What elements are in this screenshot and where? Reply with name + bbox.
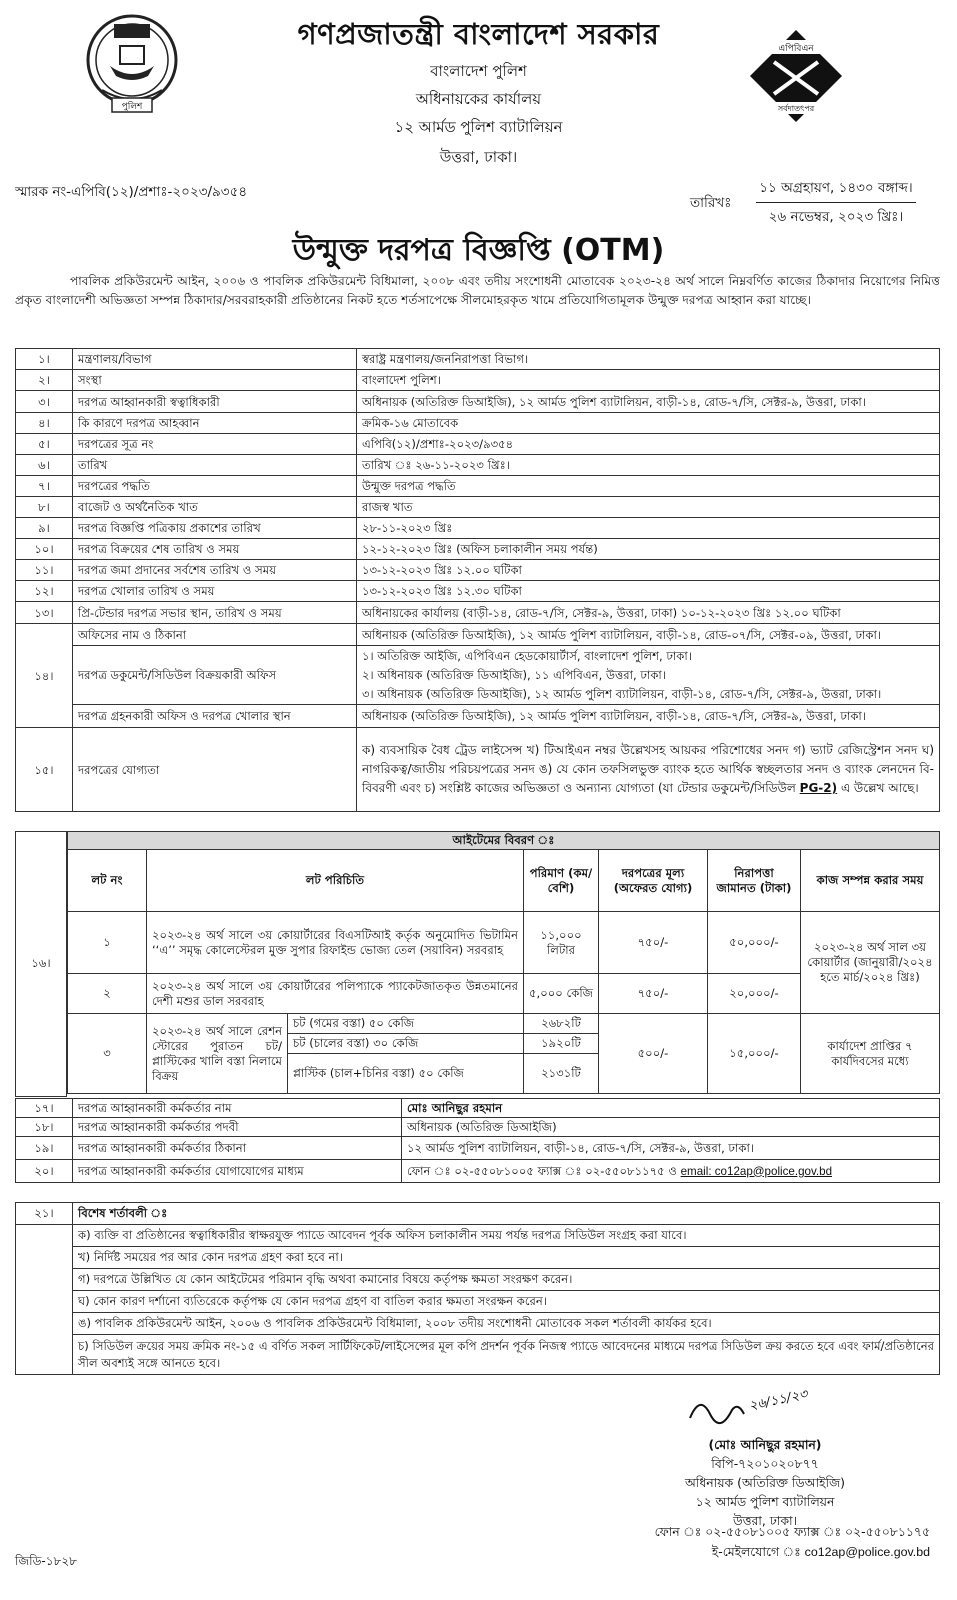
row-value: ১৩-১২-২০২৩ খ্রিঃ ১২.০০ ঘটিকা [357, 560, 940, 581]
col-lot-no: লট নং [68, 850, 147, 912]
table-row [16, 539, 940, 560]
row-number: ৪। [16, 413, 73, 434]
lot-price: ৭৫০/- [599, 974, 708, 1014]
row-label: দরপত্র আহ্বানকারী কর্মকর্তার নাম [73, 1099, 402, 1118]
row-label: দরপত্র ডকুমেন্ট/সিডিউল বিক্রয়কারী অফিস [73, 646, 357, 705]
table-row [16, 560, 940, 581]
date-english: ২৬ নভেম্বর, ২০২৩ খ্রিঃ। [768, 209, 904, 225]
row-label: কি কারণে দরপত্র আহব্বান [73, 413, 357, 434]
footer-phone: ফোন ঃ ০২-৫৫০৮১০০৫ ফ্যাক্স ঃ ০২-৫৫০৮১১৭৫ [654, 1524, 930, 1539]
row-value: অধিনায়ক (অতিরিক্ত ডিআইজি), ১২ আর্মড পুলিশ ব্যাটালিয়ন, বাড়ী-১৪, রোড-০৭/সি, সেক্টর-০৯, উত্তরা, ঢাকা। [357, 624, 940, 646]
row-number: ১৫। [16, 728, 73, 812]
col-time: কাজ সম্পন্ন করার সময় [801, 850, 940, 912]
govt-heading: গণপ্রজাতন্ত্রী বাংলাদেশ সরকার [297, 17, 660, 51]
table-row [16, 391, 940, 413]
table-row [16, 455, 940, 476]
col-lot-desc: লট পরিচিতি [147, 850, 524, 912]
row-value: ১৩-১২-২০২৩ খ্রিঃ ১২.৩০ ঘটিকা [357, 581, 940, 602]
lot-security: ৫০,০০০/- [708, 912, 801, 974]
signature-block [600, 1435, 930, 1530]
row-number: ১। [16, 349, 73, 370]
blank-cell [16, 1225, 73, 1375]
logo-bottom-text: সর্বদাতৎপর [777, 104, 815, 113]
row-label: দরপত্রের সূত্র নং [73, 434, 357, 455]
table-row [16, 1269, 940, 1291]
lot-qty: ৫,০০০ কেজি [524, 974, 599, 1014]
lot-security: ২০,০০০/- [708, 974, 801, 1014]
lot-desc: ২০২৩-২৪ অর্থ সালে ৩য় কোয়ার্টারের পলিপ্যাকে প্যাকেটজাতকৃত উন্নতমানের দেশী মশুর ডাল সরবরাহ [147, 974, 524, 1014]
row-value: ১২-১২-২০২৩ খ্রিঃ (অফিস চলাকালীন সময় পর্যন্ত) [357, 539, 940, 560]
table-row [16, 705, 940, 728]
date-label: তারিখঃ [690, 195, 732, 211]
col-qty: পরিমাণ (কম/ বেশি) [524, 850, 599, 912]
contact-phone: ফোন ঃ ০২-৫৫০৮১০০৫ ফ্যাক্স ঃ ০২-৫৫০৮১১৭৫ ও [407, 1163, 681, 1178]
row-number: ১১। [16, 560, 73, 581]
row-number: ২১। [16, 1203, 73, 1225]
row-value: মোঃ আনিছুর রহমান [402, 1099, 940, 1118]
row-label: দরপত্র আহ্বানকারী কর্মকর্তার যোগাযোগের মাধ্যম [73, 1160, 402, 1183]
row-number: ৭। [16, 476, 73, 497]
seller-office-2: ২। অধিনায়ক (অতিরিক্ত ডিআইজি), ১১ এপিবিএন, উত্তরা, ঢাকা। [362, 667, 666, 682]
conditions-title: বিশেষ শর্তাবলী ঃ [73, 1203, 940, 1225]
table-header [68, 850, 940, 912]
row-label: দরপত্র আহ্বানকারী স্বত্বাধিকারী [73, 391, 357, 413]
row-label: দরপত্র গ্রহনকারী অফিস ও দরপত্র খোলার স্থান [73, 705, 357, 728]
col-security: নিরাপত্তা জামানত (টাকা) [708, 850, 801, 912]
signatory-bp: বিপি-৭২০১০২০৮৭৭ [711, 1456, 819, 1471]
condition-item: ঘ) কোন কারণ দর্শানো ব্যতিরেকে কর্তৃপক্ষ যে কোন দরপত্র গ্রহণ বা বাতিল করার ক্ষমতা সংরক্ষন করেন। [73, 1291, 940, 1313]
date-divider [756, 202, 916, 203]
sub-item-name: চট (চালের বস্তা) ৩০ কেজি [288, 1034, 524, 1054]
condition-item: খ) নির্দিষ্ট সময়ের পর আর কোন দরপত্র গ্রহণ করা হবে না। [73, 1247, 940, 1269]
office: অধিনায়কের কার্যালয় [415, 90, 542, 108]
unit: ১২ আর্মড পুলিশ ব্যাটালিয়ন [394, 118, 563, 136]
lot-desc: ২০২৩-২৪ অর্থ সালে রেশন স্টোরের পুরাতন চট/প্লাস্টিকের খালি বস্তা নিলামে বিক্রয় [147, 1014, 288, 1094]
apbn-logo [748, 28, 844, 124]
row-number: ২। [16, 370, 73, 391]
row-label: দরপত্র বিক্রয়ের শেষ তারিখ ও সময় [73, 539, 357, 560]
table-row [16, 476, 940, 497]
officer-table [15, 1098, 940, 1183]
row-label: তারিখ [73, 455, 357, 476]
emblem-label: পুলিশ [121, 102, 143, 112]
table-row [16, 1247, 940, 1269]
signatory-place: উত্তরা, ঢাকা। [732, 1513, 798, 1528]
lot-no: ২ [68, 974, 147, 1014]
sub-item-name: চট (গমের বস্তা) ৫০ কেজি [288, 1014, 524, 1034]
row-number: ১৮। [16, 1118, 73, 1137]
row-value: উন্মুক্ত দরপত্র পদ্ধতি [357, 476, 940, 497]
lot-security: ১৫,০০০/- [708, 1014, 801, 1094]
date-bangla: ১১ অগ্রহায়ণ, ১৪৩০ বঙ্গাব্দ। [759, 180, 913, 196]
row-label: দরপত্রের পদ্ধতি [73, 476, 357, 497]
logo-top-text: এপিবিএন [778, 44, 814, 54]
lot-price: ৭৫০/- [599, 912, 708, 974]
signatory-name: (মোঃ আনিছুর রহমান) [708, 1437, 822, 1452]
row-value: ক্রমিক-১৬ মোতাবেক [357, 413, 940, 434]
row-label: অফিসের নাম ও ঠিকানা [73, 624, 357, 646]
table-row [68, 832, 940, 850]
sub-item-name: প্লাস্টিক (চাল+চিনির বস্তা) ৫০ কেজি [288, 1054, 524, 1094]
row-number: ৫। [16, 434, 73, 455]
row-value: অধিনায়কের কার্যালয় (বাড়ী-১৪, রোড-৭/সি, সেক্টর-৯, উত্তরা, ঢাকা) ১০-১২-২০২৩ খ্রিঃ ১২.০০ ঘটিকা [357, 602, 940, 624]
footer-email-label: ই-মেইলযোগে ঃ [711, 1544, 805, 1559]
row-number: ৮। [16, 497, 73, 518]
footer-email-link[interactable]: co12ap@police.gov.bd [804, 1545, 930, 1559]
footer-email-line [590, 1544, 930, 1564]
lot-price: ৫০০/- [599, 1014, 708, 1094]
table-row [16, 1160, 940, 1183]
row-label: দরপত্র আহ্বানকারী কর্মকর্তার পদবী [73, 1118, 402, 1137]
row-value: তারিখ ঃ ২৬-১১-২০২৩ খ্রিঃ। [357, 455, 940, 476]
row-label: দরপত্র খোলার তারিখ ও সময় [73, 581, 357, 602]
condition-item: ঙ) পাবলিক প্রকিউরমেন্ট আইন, ২০০৬ ও পাবলিক প্রকিউরমেন্ট বিধিমালা, ২০০৮ তদীয় সংশোধনী মোতাবেক সকল শর্তাবলী কার্যকর হবে। [73, 1313, 940, 1335]
row-label: সংস্থা [73, 370, 357, 391]
row-label: মন্ত্রণালয়/বিভাগ [73, 349, 357, 370]
gd-code: জিডি-১৮২৮ [15, 1554, 77, 1568]
row-value: স্বরাষ্ট্র মন্ত্রণালয়/জননিরাপত্তা বিভাগ। [357, 349, 940, 370]
table-row [16, 349, 940, 370]
row-label: দরপত্র আহ্বানকারী কর্মকর্তার ঠিকানা [73, 1137, 402, 1160]
table-row [16, 434, 940, 455]
lot-time: কার্যাদেশ প্রাপ্তির ৭ কার্যদিবসের মধ্যে [801, 1014, 940, 1094]
lot-no: ৩ [68, 1014, 147, 1094]
place: উত্তরা, ঢাকা। [439, 148, 518, 166]
row-number: ১৩। [16, 602, 73, 624]
table-row [16, 1118, 940, 1137]
row-label: দরপত্র জমা প্রদানের সর্বশেষ তারিখ ও সময় [73, 560, 357, 581]
table-row [16, 518, 940, 539]
lot-no: ১ [68, 912, 147, 974]
row-number: ২০। [16, 1160, 73, 1183]
table-row [16, 1335, 940, 1375]
row-number: ৩। [16, 391, 73, 413]
seller-office-1: ১। অতিরিক্ত আইজি, এপিবিএন হেডকোয়ার্টার্স, বাংলাদেশ পুলিশ, ঢাকা। [362, 648, 692, 663]
table-row [16, 1291, 940, 1313]
col-price: দরপত্রের মূল্য (অফেরত যোগ্য) [599, 850, 708, 912]
condition-item: গ) দরপত্রে উল্লিখিত যে কোন আইটেমের পরিমান বৃদ্ধি অথবা কমানোর বিষয়ে কর্তৃপক্ষ ক্ষমতা সংরক্ষণ করেন। [73, 1269, 940, 1291]
row-number: ৯। [16, 518, 73, 539]
sub-item-qty: ১৯২০টি [524, 1034, 599, 1054]
lot-qty: ১১,০০০ লিটার [524, 912, 599, 974]
signature-date: ২৬/১১/২৩ [747, 1386, 809, 1414]
signatory-unit: ১২ আর্মড পুলিশ ব্যাটালিয়ন [695, 1494, 835, 1509]
eligibility-text: ক) ব্যবসায়িক বৈধ ট্রেড লাইসেন্স খ) টিআইএন নম্বর উল্লেখসহ আয়কর পরিশোধের সনদ গ) ভ্যাট রেজিস্ট্রেশন সনদ ঘ) নাগরিকত্ব/জাতীয় পরিচয়পত্রের সনদ ঙ) যে কোন তফসিলভুক্ত ব্যাংক হতে আর্থিক স্বচ্ছলতার সনদ ও ব্যাংক লেনদেন বি-বিবরণী এবং চ) সংশ্লিষ্ট কাজের অভিজ্ঞতা ও অন্যান্য যোগ্যতা (যা টেন্ডার ডকুমেন্ট/সিডিউল [362, 743, 934, 795]
table-row [16, 728, 940, 812]
department: বাংলাদেশ পুলিশ [430, 62, 527, 80]
row-value [357, 728, 940, 812]
table-row [68, 912, 940, 974]
signature [620, 1380, 920, 1430]
table-row [16, 1203, 940, 1225]
row-value [357, 646, 940, 705]
row-number: ১৪। [16, 624, 73, 728]
police-emblem [82, 10, 182, 122]
table-row [16, 581, 940, 602]
table-row [68, 1014, 940, 1034]
sub-item-qty: ২১৩১টি [524, 1054, 599, 1094]
page-title: উন্মুক্ত দরপত্র বিজ্ঞপ্তি (OTM) [292, 233, 665, 268]
table-row [16, 413, 940, 434]
table-row [16, 1225, 940, 1247]
table-row [16, 624, 940, 646]
conditions-table [15, 1202, 940, 1375]
items-table [67, 831, 940, 1094]
row-number: ১৯। [16, 1137, 73, 1160]
row-value: বাংলাদেশ পুলিশ। [357, 370, 940, 391]
row-value: অধিনায়ক (অতিরিক্ত ডিআইজি), ১২ আর্মড পুলিশ ব্যাটালিয়ন, বাড়ী-১৪, রোড-৭/সি, সেক্টর-৯, উত্তরা, ঢাকা। [357, 705, 940, 728]
row-value: অধিনায়ক (অতিরিক্ত ডিআইজি) [402, 1118, 940, 1137]
tender-info-table [15, 348, 940, 812]
seller-office-3: ৩। অধিনায়ক (অতিরিক্ত ডিআইজি), ১২ আর্মড পুলিশ ব্যাটালিয়ন, বাড়ী-১৪, রোড-৭/সি, সেক্টর-৯, উত্তরা, ঢাকা। [362, 686, 882, 701]
row-label: প্রি-টেন্ডার দরপত্র সভার স্থান, তারিখ ও সময় [73, 602, 357, 624]
row-value: অধিনায়ক (অতিরিক্ত ডিআইজি), ১২ আর্মড পুলিশ ব্যাটালিয়ন, বাড়ী-১৪, রোড-৭/সি, সেক্টর-৯, উত্তরা, ঢাকা। [357, 391, 940, 413]
row-value: ১২ আর্মড পুলিশ ব্যাটালিয়ন, বাড়ী-১৪, রোড-৭/সি, সেক্টর-৯, উত্তরা, ঢাকা। [402, 1137, 940, 1160]
table-row [16, 1313, 940, 1335]
condition-item: চ) সিডিউল ক্রয়ের সময় ক্রমিক নং-১৫ এ বর্ণিত সকল সার্টিফিকেট/লাইসেন্সের মূল কপি প্রদর্শন পূর্বক নিজস্ব প্যাডে আবেদনের মাধ্যমে দরপত্র সিডিউল ক্রয় করতে হবে এবং ফার্ম/প্রতিষ্ঠানের সীল অবশ্যই সঙ্গে আনতে হবে। [73, 1335, 940, 1375]
contact-email-link[interactable]: email: co12ap@police.gov.bd [680, 1164, 833, 1178]
row-number: ১৭। [16, 1099, 73, 1118]
lot-time: ২০২৩-২৪ অর্থ সাল ৩য় কোয়ার্টার (জানুয়ারী/২০২৪ হতে মার্চ/২০২৪ খ্রিঃ) [801, 912, 940, 1014]
row-label: বাজেট ও অর্থনৈতিক খাত [73, 497, 357, 518]
table-row [16, 1137, 940, 1160]
row-value: এপিবি(১২)/প্রশাঃ-২০২৩/৯৩৫৪ [357, 434, 940, 455]
condition-item: ক) ব্যক্তি বা প্রতিষ্ঠানের স্বত্বাধিকারীর স্বাক্ষরযুক্ত প্যাডে আবেদন পূর্বক অফিস চলাকালীন সময় পর্যন্ত দরপত্র সিডিউল সংগ্রহ করা যাবে। [73, 1225, 940, 1247]
row-value [402, 1160, 940, 1183]
items-caption: আইটেমের বিবরণ ঃ [68, 832, 940, 850]
signatory-designation: অধিনায়ক (অতিরিক্ত ডিআইজি) [685, 1475, 845, 1490]
table-row [16, 646, 940, 705]
intro-paragraph: পাবলিক প্রকিউরমেন্ট আইন, ২০০৬ ও পাবলিক প্রকিউরমেন্ট বিধিমালা, ২০০৮ এবং তদীয় সংশোধনী মোতাবেক ২০২৩-২৪ অর্থ সালে নিম্নবর্ণিত কাজের ঠিকাদার নিয়োগের নিমিত্ত প্রকৃত বাংলাদেশী অভিজ্ঞতা সম্পন্ন ঠিকাদার/সরবরাহকারী প্রতিষ্ঠানের নিকট হতে শর্তসাপেক্ষে সীলমোহরকৃত খামে প্রতিযোগিতামূলক উন্মুক্ত দরপত্র আহ্বান করা যাচ্ছে। [15, 274, 940, 307]
row-number: ১০। [16, 539, 73, 560]
row-label: দরপত্রের যোগ্যতা [73, 728, 357, 812]
table-row [16, 497, 940, 518]
table-row [16, 370, 940, 391]
memo-ref: স্মারক নং-এপিবি(১২)/প্রশাঃ-২০২৩/৯৩৫৪ [15, 184, 248, 200]
pg2-ref: PG-2) [799, 781, 838, 795]
table-row [16, 602, 940, 624]
row-number: ১৬। [15, 831, 67, 1097]
row-number: ৬। [16, 455, 73, 476]
eligibility-tail: এ উল্লেখ আছে। [837, 781, 919, 795]
sub-item-qty: ২৬৮২টি [524, 1014, 599, 1034]
table-row [16, 1099, 940, 1118]
row-label: দরপত্র বিজ্ঞপ্তি পত্রিকায় প্রকাশের তারিখ [73, 518, 357, 539]
lot-desc: ২০২৩-২৪ অর্থ সালে ৩য় কোয়ার্টারের বিএসটিআই কর্তৃক অনুমোদিত ভিটামিন ‘‘এ’’ সমৃদ্ধ কোলেস্টেরল মুক্ত সুপার রিফাইন্ড ভোজ্য তেল (সয়াবিন) সরবরাহ [147, 912, 524, 974]
row-value: রাজস্ব খাত [357, 497, 940, 518]
row-number: ১২। [16, 581, 73, 602]
row-value: ২৮-১১-২০২৩ খ্রিঃ [357, 518, 940, 539]
